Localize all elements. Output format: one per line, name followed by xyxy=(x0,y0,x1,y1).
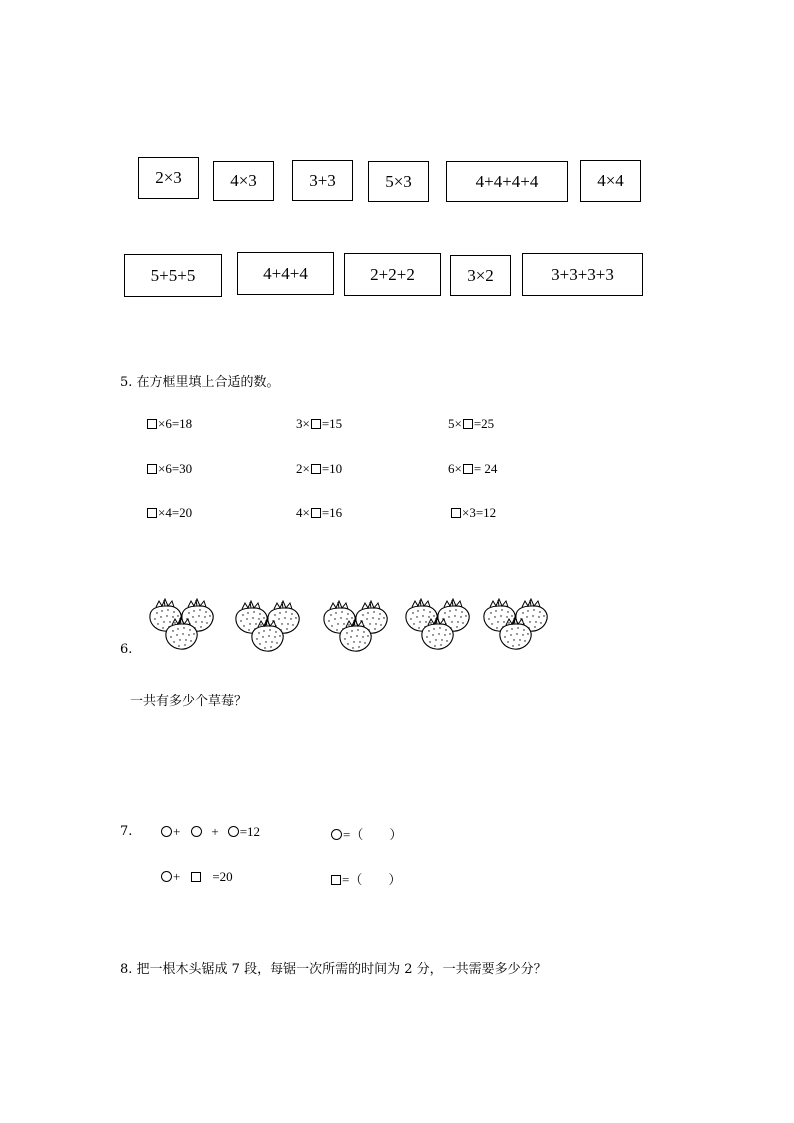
blank-square-icon[interactable] xyxy=(147,419,157,429)
q7-line1 xyxy=(160,824,260,840)
blank-square-icon[interactable] xyxy=(147,464,157,474)
square-icon xyxy=(191,872,201,882)
expr-card: 4+4+4+4 xyxy=(446,161,568,202)
q5-post: =25 xyxy=(473,416,495,431)
blank-square-icon[interactable] xyxy=(311,419,321,429)
q5-post: =10 xyxy=(321,461,343,476)
q5-post: ×6=30 xyxy=(158,461,193,476)
blank-square-icon[interactable] xyxy=(147,508,157,518)
q5-equation xyxy=(146,416,192,432)
q5-equation xyxy=(146,461,192,477)
q7-line2 xyxy=(160,869,233,885)
blank-square-icon[interactable] xyxy=(311,508,321,518)
q5-pre: 6× xyxy=(448,461,462,476)
q5-post: = 24 xyxy=(473,461,498,476)
q5-post: ×3=12 xyxy=(462,505,497,520)
q6-question: 一共有多少个草莓？ xyxy=(130,694,248,709)
q7-line2-tail: =20 xyxy=(212,869,233,884)
expr-card: 2+2+2 xyxy=(344,253,441,296)
expr-card: 5×3 xyxy=(368,161,429,202)
q7-answer-text: =（ ） xyxy=(342,872,402,887)
circle-icon xyxy=(191,826,202,837)
circle-icon xyxy=(331,829,342,840)
expr-card: 4×4 xyxy=(580,160,641,202)
q7-number: 7. xyxy=(120,824,133,839)
blank-square-icon[interactable] xyxy=(463,419,473,429)
q5-pre: 2× xyxy=(296,461,310,476)
q6-number: 6. xyxy=(120,642,133,657)
q5-pre: 5× xyxy=(448,416,462,431)
q5-equation xyxy=(296,416,342,432)
expr-card: 2×3 xyxy=(138,157,199,199)
expr-card: 4×3 xyxy=(213,161,274,201)
circle-icon xyxy=(228,826,239,837)
blank-square-icon[interactable] xyxy=(311,464,321,474)
q5-equation xyxy=(296,461,342,477)
q5-title: 5. 在方框里填上合适的数。 xyxy=(120,375,280,390)
circle-icon xyxy=(161,826,172,837)
expr-card: 3+3 xyxy=(292,160,353,201)
q5-pre: 3× xyxy=(296,416,310,431)
q5-equation xyxy=(146,505,192,521)
q7-answer-circle[interactable] xyxy=(330,824,402,843)
strawberry-groups xyxy=(148,596,568,652)
expr-card: 4+4+4 xyxy=(237,252,334,295)
q8-text: 8. 把一根木头锯成 7 段，每锯一次所需的时间为 2 分，一共需要多少分？ xyxy=(120,962,547,977)
q7-answer-text: =（ ） xyxy=(343,827,403,842)
q5-equation xyxy=(448,461,497,477)
q5-post: =15 xyxy=(321,416,343,431)
circle-icon xyxy=(161,871,172,882)
blank-square-icon[interactable] xyxy=(451,508,461,518)
q5-equation xyxy=(448,416,494,432)
plus-sign: + xyxy=(173,824,181,839)
q5-equation xyxy=(296,505,342,521)
blank-square-icon[interactable] xyxy=(463,464,473,474)
q7-answer-square[interactable] xyxy=(330,869,401,888)
q5-post: ×6=18 xyxy=(158,416,193,431)
q5-post: =16 xyxy=(321,505,343,520)
q7-line1-tail: =12 xyxy=(239,824,261,839)
q5-equation xyxy=(450,505,496,521)
expr-card: 3+3+3+3 xyxy=(522,253,643,296)
expr-card: 5+5+5 xyxy=(124,254,222,297)
square-icon xyxy=(331,875,341,885)
expr-card: 3×2 xyxy=(450,255,511,296)
plus-sign: + xyxy=(211,824,219,839)
plus-sign: + xyxy=(173,869,181,884)
q5-pre: 4× xyxy=(296,505,310,520)
q5-post: ×4=20 xyxy=(158,505,193,520)
